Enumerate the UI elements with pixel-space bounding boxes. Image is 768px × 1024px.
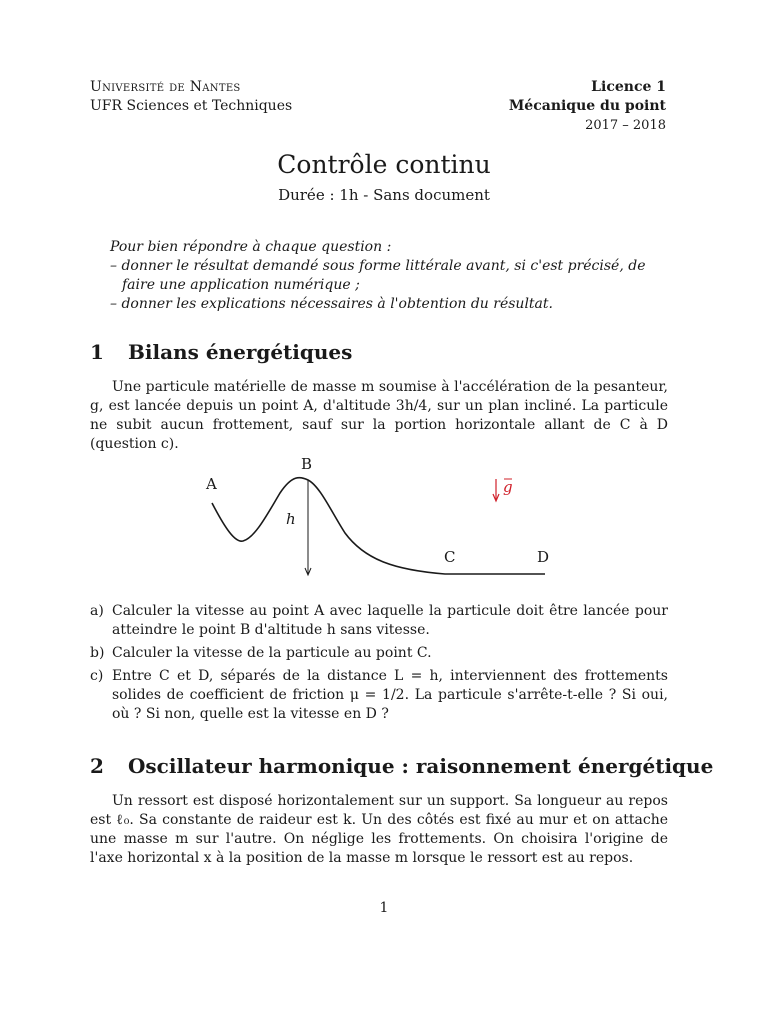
incline-figure: [0, 448, 768, 588]
header-left: [90, 78, 292, 116]
point-label-b: B: [301, 455, 313, 473]
question-list: [90, 602, 668, 728]
question-item: [90, 667, 668, 724]
instruction-item: – donner le résultat demandé sous forme littérale avant, si c'est précisé, de faire une application numérique ;: [110, 258, 646, 293]
question-text: Calculer la vitesse au point A avec laquelle la particule doit être lancée pour atteindre le point B d'altitude h sans vitesse.: [112, 603, 668, 638]
page-number: 1: [379, 900, 389, 916]
section1-paragraph: [90, 378, 668, 454]
point-label-d: D: [537, 548, 550, 566]
height-label: h: [286, 510, 296, 528]
point-label-c: C: [444, 548, 456, 566]
academic-year: 2017 – 2018: [585, 118, 666, 133]
section-title: Oscillateur harmonique : raisonnement énergétique: [128, 754, 714, 778]
section-heading-2: [90, 754, 713, 778]
track-curve: [212, 478, 545, 574]
section-number: 2: [90, 754, 104, 778]
instruction-item: – donner les explications nécessaires à l'obtention du résultat.: [110, 296, 553, 312]
question-label: a): [90, 603, 104, 619]
level-label: Licence 1: [591, 79, 666, 95]
course-name: Mécanique du point: [508, 98, 666, 114]
section2-paragraph: [90, 792, 668, 868]
university-name: Université de Nantes: [90, 79, 241, 95]
question-text: Entre C et D, séparés de la distance L = h, interviennent des frottements solides de coefficient de friction μ = 1/2. La particule s'arrête-t-elle ? Si oui, où ? Si non, quelle est la vitesse en D ?: [112, 668, 668, 722]
question-text: Calculer la vitesse de la particule au point C.: [112, 645, 432, 661]
section-title: Bilans énergétiques: [128, 340, 353, 364]
instructions: [110, 238, 670, 314]
header-right: [509, 78, 666, 135]
instructions-intro: Pour bien répondre à chaque question :: [110, 239, 392, 255]
page-title: Contrôle continu: [277, 150, 491, 179]
gravity-label: g: [503, 478, 513, 496]
question-label: c): [90, 668, 104, 684]
section-number: 1: [90, 340, 104, 364]
question-item: [90, 602, 668, 640]
question-item: [90, 644, 668, 663]
point-label-a: A: [206, 475, 217, 493]
paragraph-text: Un ressort est disposé horizontalement sur un support. Sa longueur au repos est ℓ₀. Sa constante de raideur est k. Un des côtés est fixé au mur et on attache une masse m sur l'autre. On néglige les frottements. On choisira l'origine de l'axe horizontal x à la position de la masse m lorsque le ressort est au repos.: [90, 793, 668, 866]
ufr-name: UFR Sciences et Techniques: [90, 98, 293, 114]
section-heading-1: [90, 340, 352, 364]
page-subtitle: Durée : 1h - Sans document: [278, 186, 490, 204]
question-label: b): [90, 645, 105, 661]
paragraph-text: Une particule matérielle de masse m soumise à l'accélération de la pesanteur, g, est lancée depuis un point A, d'altitude 3h/4, sur un plan incliné. La particule ne subit aucun frottement, sauf sur la portion horizontale allant de C à D (question c).: [90, 379, 668, 452]
